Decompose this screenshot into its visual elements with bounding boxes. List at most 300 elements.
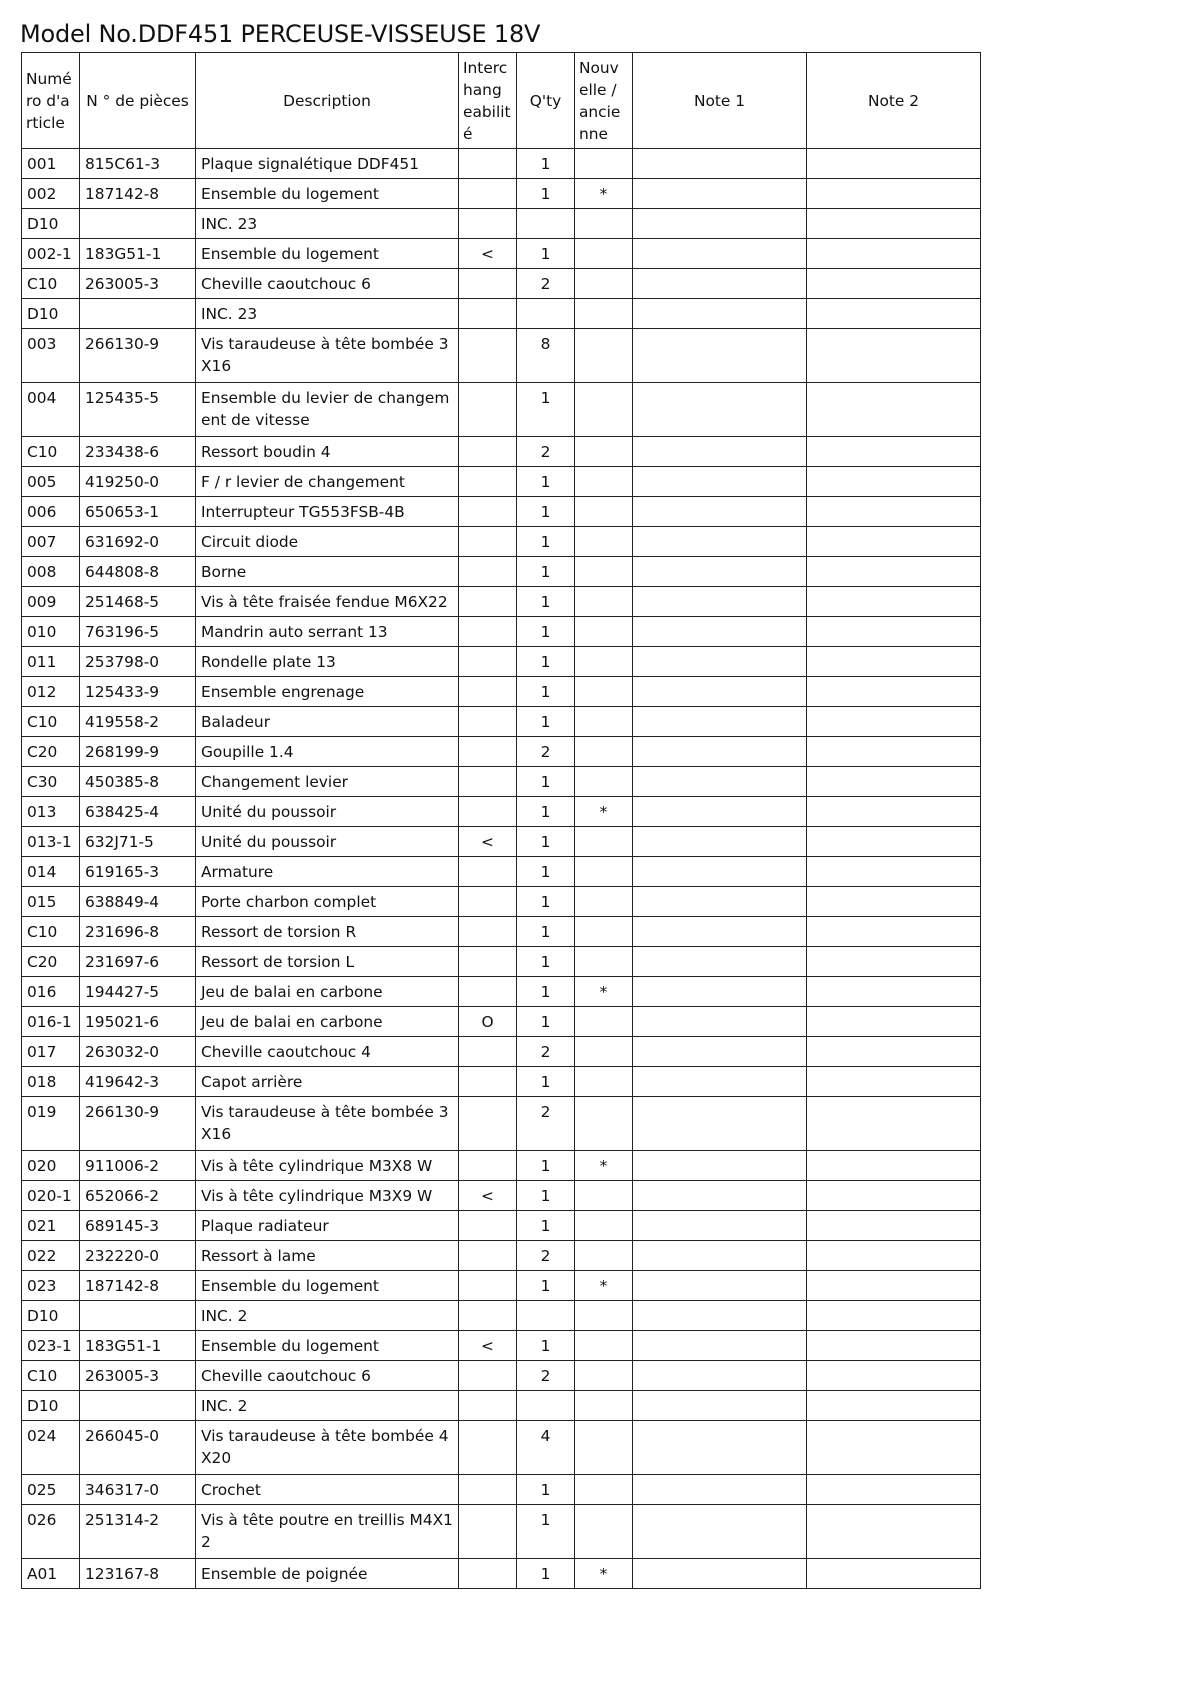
- item-number-cell: 021: [22, 1211, 80, 1241]
- table-row: [22, 797, 981, 827]
- note-2-cell: [807, 1037, 981, 1067]
- quantity-cell: 1: [517, 1007, 575, 1037]
- quantity-cell: 1: [517, 587, 575, 617]
- interchangeability-cell: [459, 467, 517, 497]
- note-1-cell: [633, 329, 807, 383]
- quantity-cell: [517, 1391, 575, 1421]
- description-cell: Ensemble engrenage: [196, 677, 459, 707]
- table-row: [22, 1301, 981, 1331]
- note-2-cell: [807, 497, 981, 527]
- quantity-cell: 1: [517, 467, 575, 497]
- table-row: [22, 383, 981, 437]
- description-cell: Ensemble du levier de changement de vitesse: [196, 383, 459, 437]
- interchangeability-cell: [459, 857, 517, 887]
- new-old-cell: *: [575, 977, 633, 1007]
- description-cell: Ressort à lame: [196, 1241, 459, 1271]
- note-1-cell: [633, 1301, 807, 1331]
- description-cell: Unité du poussoir: [196, 797, 459, 827]
- table-row: [22, 1271, 981, 1301]
- table-row: [22, 1559, 981, 1589]
- table-row: [22, 947, 981, 977]
- part-number-cell: 231696-8: [80, 917, 196, 947]
- note-2-cell: [807, 707, 981, 737]
- note-1-cell: [633, 857, 807, 887]
- item-number-cell: 016: [22, 977, 80, 1007]
- description-cell: Crochet: [196, 1475, 459, 1505]
- header-note-2: Note 2: [807, 53, 981, 149]
- new-old-cell: [575, 557, 633, 587]
- quantity-cell: 1: [517, 677, 575, 707]
- description-cell: Ensemble du logement: [196, 1331, 459, 1361]
- new-old-cell: [575, 497, 633, 527]
- part-number-cell: 450385-8: [80, 767, 196, 797]
- interchangeability-cell: [459, 179, 517, 209]
- table-row: [22, 857, 981, 887]
- table-row: [22, 767, 981, 797]
- new-old-cell: [575, 1301, 633, 1331]
- note-2-cell: [807, 329, 981, 383]
- new-old-cell: [575, 383, 633, 437]
- interchangeability-cell: <: [459, 1331, 517, 1361]
- new-old-cell: [575, 617, 633, 647]
- part-number-cell: 650653-1: [80, 497, 196, 527]
- table-row: [22, 587, 981, 617]
- part-number-cell: 253798-0: [80, 647, 196, 677]
- quantity-cell: 1: [517, 947, 575, 977]
- interchangeability-cell: [459, 797, 517, 827]
- quantity-cell: 2: [517, 1241, 575, 1271]
- description-cell: Mandrin auto serrant 13: [196, 617, 459, 647]
- item-number-cell: 018: [22, 1067, 80, 1097]
- note-2-cell: [807, 149, 981, 179]
- table-row: [22, 1421, 981, 1475]
- part-number-cell: [80, 1391, 196, 1421]
- quantity-cell: 1: [517, 1181, 575, 1211]
- note-2-cell: [807, 1361, 981, 1391]
- description-cell: Baladeur: [196, 707, 459, 737]
- table-row: [22, 557, 981, 587]
- quantity-cell: 1: [517, 1211, 575, 1241]
- note-2-cell: [807, 239, 981, 269]
- note-1-cell: [633, 947, 807, 977]
- new-old-cell: [575, 767, 633, 797]
- part-number-cell: 125435-5: [80, 383, 196, 437]
- item-number-cell: C20: [22, 947, 80, 977]
- part-number-cell: 911006-2: [80, 1151, 196, 1181]
- part-number-cell: 251314-2: [80, 1505, 196, 1559]
- quantity-cell: 1: [517, 1331, 575, 1361]
- item-number-cell: 020-1: [22, 1181, 80, 1211]
- table-row: [22, 1151, 981, 1181]
- part-number-cell: 689145-3: [80, 1211, 196, 1241]
- item-number-cell: 004: [22, 383, 80, 437]
- part-number-cell: 187142-8: [80, 179, 196, 209]
- note-2-cell: [807, 467, 981, 497]
- quantity-cell: 4: [517, 1421, 575, 1475]
- description-cell: Ensemble du logement: [196, 1271, 459, 1301]
- header-part-number: N ° de pièces: [80, 53, 196, 149]
- quantity-cell: 1: [517, 1559, 575, 1589]
- table-row: [22, 1331, 981, 1361]
- parts-table-body: [22, 149, 981, 1589]
- item-number-cell: D10: [22, 209, 80, 239]
- description-cell: Rondelle plate 13: [196, 647, 459, 677]
- interchangeability-cell: [459, 437, 517, 467]
- item-number-cell: 014: [22, 857, 80, 887]
- description-cell: Unité du poussoir: [196, 827, 459, 857]
- note-1-cell: [633, 737, 807, 767]
- quantity-cell: 2: [517, 437, 575, 467]
- new-old-cell: *: [575, 797, 633, 827]
- interchangeability-cell: [459, 1361, 517, 1391]
- note-2-cell: [807, 617, 981, 647]
- note-1-cell: [633, 467, 807, 497]
- note-1-cell: [633, 797, 807, 827]
- new-old-cell: [575, 1331, 633, 1361]
- note-1-cell: [633, 1331, 807, 1361]
- part-number-cell: 266130-9: [80, 1097, 196, 1151]
- table-row: [22, 497, 981, 527]
- description-cell: Ressort boudin 4: [196, 437, 459, 467]
- description-cell: F / r levier de changement: [196, 467, 459, 497]
- note-2-cell: [807, 947, 981, 977]
- quantity-cell: 1: [517, 767, 575, 797]
- note-1-cell: [633, 1181, 807, 1211]
- item-number-cell: 022: [22, 1241, 80, 1271]
- table-row: [22, 329, 981, 383]
- description-cell: Vis taraudeuse à tête bombée 3X16: [196, 1097, 459, 1151]
- table-row: [22, 179, 981, 209]
- part-number-cell: 183G51-1: [80, 239, 196, 269]
- header-description: Description: [196, 53, 459, 149]
- header-note-1: Note 1: [633, 53, 807, 149]
- quantity-cell: 1: [517, 239, 575, 269]
- note-1-cell: [633, 1391, 807, 1421]
- part-number-cell: 123167-8: [80, 1559, 196, 1589]
- interchangeability-cell: [459, 1151, 517, 1181]
- item-number-cell: C30: [22, 767, 80, 797]
- description-cell: INC. 2: [196, 1301, 459, 1331]
- note-1-cell: [633, 1505, 807, 1559]
- item-number-cell: C10: [22, 269, 80, 299]
- part-number-cell: 652066-2: [80, 1181, 196, 1211]
- note-1-cell: [633, 1067, 807, 1097]
- table-row: [22, 707, 981, 737]
- note-2-cell: [807, 1475, 981, 1505]
- note-1-cell: [633, 179, 807, 209]
- part-number-cell: 263005-3: [80, 269, 196, 299]
- table-row: [22, 1067, 981, 1097]
- item-number-cell: 026: [22, 1505, 80, 1559]
- interchangeability-cell: [459, 527, 517, 557]
- part-number-cell: 266045-0: [80, 1421, 196, 1475]
- note-1-cell: [633, 1007, 807, 1037]
- interchangeability-cell: [459, 617, 517, 647]
- note-2-cell: [807, 1331, 981, 1361]
- part-number-cell: 268199-9: [80, 737, 196, 767]
- table-row: [22, 467, 981, 497]
- quantity-cell: 1: [517, 497, 575, 527]
- table-row: [22, 1391, 981, 1421]
- table-row: [22, 1211, 981, 1241]
- part-number-cell: 632J71-5: [80, 827, 196, 857]
- note-1-cell: [633, 617, 807, 647]
- note-1-cell: [633, 1241, 807, 1271]
- note-2-cell: [807, 827, 981, 857]
- note-1-cell: [633, 977, 807, 1007]
- description-cell: Cheville caoutchouc 6: [196, 269, 459, 299]
- interchangeability-cell: [459, 887, 517, 917]
- quantity-cell: 1: [517, 887, 575, 917]
- note-1-cell: [633, 1475, 807, 1505]
- part-number-cell: 233438-6: [80, 437, 196, 467]
- quantity-cell: 1: [517, 1505, 575, 1559]
- interchangeability-cell: [459, 1559, 517, 1589]
- table-row: [22, 527, 981, 557]
- interchangeability-cell: [459, 737, 517, 767]
- quantity-cell: 2: [517, 269, 575, 299]
- description-cell: Ressort de torsion R: [196, 917, 459, 947]
- note-1-cell: [633, 383, 807, 437]
- quantity-cell: 2: [517, 1361, 575, 1391]
- new-old-cell: *: [575, 1271, 633, 1301]
- description-cell: Plaque radiateur: [196, 1211, 459, 1241]
- description-cell: Ensemble du logement: [196, 179, 459, 209]
- new-old-cell: [575, 1067, 633, 1097]
- note-2-cell: [807, 737, 981, 767]
- note-1-cell: [633, 299, 807, 329]
- interchangeability-cell: [459, 767, 517, 797]
- new-old-cell: [575, 299, 633, 329]
- item-number-cell: 016-1: [22, 1007, 80, 1037]
- interchangeability-cell: [459, 299, 517, 329]
- note-1-cell: [633, 677, 807, 707]
- item-number-cell: 011: [22, 647, 80, 677]
- description-cell: Vis taraudeuse à tête bombée 4X20: [196, 1421, 459, 1475]
- quantity-cell: [517, 299, 575, 329]
- note-1-cell: [633, 707, 807, 737]
- note-1-cell: [633, 1361, 807, 1391]
- note-2-cell: [807, 1505, 981, 1559]
- item-number-cell: 005: [22, 467, 80, 497]
- new-old-cell: [575, 1361, 633, 1391]
- quantity-cell: [517, 1301, 575, 1331]
- quantity-cell: 1: [517, 383, 575, 437]
- new-old-cell: [575, 1181, 633, 1211]
- part-number-cell: 232220-0: [80, 1241, 196, 1271]
- header-interchangeability: Interc hang eabilit é: [459, 53, 517, 149]
- item-number-cell: 010: [22, 617, 80, 647]
- part-number-cell: 644808-8: [80, 557, 196, 587]
- note-1-cell: [633, 209, 807, 239]
- note-1-cell: [633, 149, 807, 179]
- table-row: [22, 677, 981, 707]
- note-1-cell: [633, 497, 807, 527]
- quantity-cell: 1: [517, 1151, 575, 1181]
- note-1-cell: [633, 1271, 807, 1301]
- new-old-cell: [575, 209, 633, 239]
- interchangeability-cell: [459, 329, 517, 383]
- note-2-cell: [807, 857, 981, 887]
- interchangeability-cell: [459, 1097, 517, 1151]
- note-2-cell: [807, 917, 981, 947]
- note-1-cell: [633, 1559, 807, 1589]
- table-row: [22, 617, 981, 647]
- interchangeability-cell: [459, 497, 517, 527]
- new-old-cell: [575, 1097, 633, 1151]
- item-number-cell: 002: [22, 179, 80, 209]
- description-cell: Changement levier: [196, 767, 459, 797]
- new-old-cell: [575, 1037, 633, 1067]
- quantity-cell: 2: [517, 737, 575, 767]
- interchangeability-cell: [459, 1421, 517, 1475]
- quantity-cell: 1: [517, 1067, 575, 1097]
- note-2-cell: [807, 587, 981, 617]
- note-1-cell: [633, 269, 807, 299]
- description-cell: Cheville caoutchouc 4: [196, 1037, 459, 1067]
- item-number-cell: 012: [22, 677, 80, 707]
- description-cell: Capot arrière: [196, 1067, 459, 1097]
- note-1-cell: [633, 437, 807, 467]
- item-number-cell: D10: [22, 1391, 80, 1421]
- interchangeability-cell: [459, 149, 517, 179]
- new-old-cell: [575, 857, 633, 887]
- quantity-cell: [517, 209, 575, 239]
- description-cell: Ressort de torsion L: [196, 947, 459, 977]
- quantity-cell: 1: [517, 557, 575, 587]
- new-old-cell: [575, 149, 633, 179]
- description-cell: Interrupteur TG553FSB-4B: [196, 497, 459, 527]
- new-old-cell: *: [575, 1559, 633, 1589]
- new-old-cell: [575, 527, 633, 557]
- note-2-cell: [807, 527, 981, 557]
- item-number-cell: 008: [22, 557, 80, 587]
- table-row: [22, 269, 981, 299]
- new-old-cell: [575, 1007, 633, 1037]
- note-2-cell: [807, 557, 981, 587]
- new-old-cell: [575, 1241, 633, 1271]
- part-number-cell: 346317-0: [80, 1475, 196, 1505]
- table-row: [22, 1505, 981, 1559]
- new-old-cell: [575, 329, 633, 383]
- item-number-cell: 015: [22, 887, 80, 917]
- new-old-cell: [575, 1391, 633, 1421]
- description-cell: INC. 2: [196, 1391, 459, 1421]
- description-cell: Vis taraudeuse à tête bombée 3X16: [196, 329, 459, 383]
- table-row: [22, 1097, 981, 1151]
- table-row: [22, 647, 981, 677]
- quantity-cell: 2: [517, 1097, 575, 1151]
- interchangeability-cell: [459, 1241, 517, 1271]
- item-number-cell: A01: [22, 1559, 80, 1589]
- table-row: [22, 299, 981, 329]
- page-title: Model No.DDF451 PERCEUSE-VISSEUSE 18V: [20, 20, 541, 48]
- item-number-cell: C10: [22, 1361, 80, 1391]
- item-number-cell: C10: [22, 917, 80, 947]
- quantity-cell: 1: [517, 617, 575, 647]
- new-old-cell: [575, 1505, 633, 1559]
- note-2-cell: [807, 887, 981, 917]
- item-number-cell: C10: [22, 707, 80, 737]
- quantity-cell: 1: [517, 1271, 575, 1301]
- new-old-cell: [575, 827, 633, 857]
- description-cell: Ensemble de poignée: [196, 1559, 459, 1589]
- note-2-cell: [807, 1151, 981, 1181]
- part-number-cell: 419642-3: [80, 1067, 196, 1097]
- interchangeability-cell: <: [459, 239, 517, 269]
- table-row: [22, 149, 981, 179]
- part-number-cell: 187142-8: [80, 1271, 196, 1301]
- quantity-cell: 1: [517, 917, 575, 947]
- item-number-cell: 019: [22, 1097, 80, 1151]
- note-2-cell: [807, 437, 981, 467]
- table-row: [22, 827, 981, 857]
- item-number-cell: 007: [22, 527, 80, 557]
- parts-table: [21, 52, 981, 1589]
- description-cell: Ensemble du logement: [196, 239, 459, 269]
- note-1-cell: [633, 1421, 807, 1475]
- interchangeability-cell: [459, 1037, 517, 1067]
- item-number-cell: 003: [22, 329, 80, 383]
- quantity-cell: 1: [517, 149, 575, 179]
- table-row: [22, 917, 981, 947]
- interchangeability-cell: [459, 1391, 517, 1421]
- table-row: [22, 1181, 981, 1211]
- item-number-cell: D10: [22, 1301, 80, 1331]
- item-number-cell: 017: [22, 1037, 80, 1067]
- description-cell: INC. 23: [196, 209, 459, 239]
- item-number-cell: 024: [22, 1421, 80, 1475]
- item-number-cell: 013: [22, 797, 80, 827]
- description-cell: INC. 23: [196, 299, 459, 329]
- note-1-cell: [633, 1211, 807, 1241]
- description-cell: Cheville caoutchouc 6: [196, 1361, 459, 1391]
- table-row: [22, 977, 981, 1007]
- interchangeability-cell: [459, 383, 517, 437]
- header-quantity: Q'ty: [517, 53, 575, 149]
- description-cell: Vis à tête cylindrique M3X8 W: [196, 1151, 459, 1181]
- item-number-cell: C10: [22, 437, 80, 467]
- note-1-cell: [633, 887, 807, 917]
- note-1-cell: [633, 557, 807, 587]
- description-cell: Plaque signalétique DDF451: [196, 149, 459, 179]
- quantity-cell: 1: [517, 797, 575, 827]
- description-cell: Porte charbon complet: [196, 887, 459, 917]
- description-cell: Vis à tête fraisée fendue M6X22: [196, 587, 459, 617]
- new-old-cell: [575, 887, 633, 917]
- interchangeability-cell: O: [459, 1007, 517, 1037]
- note-2-cell: [807, 1067, 981, 1097]
- description-cell: Armature: [196, 857, 459, 887]
- part-number-cell: 631692-0: [80, 527, 196, 557]
- new-old-cell: [575, 707, 633, 737]
- item-number-cell: 009: [22, 587, 80, 617]
- note-2-cell: [807, 1271, 981, 1301]
- note-1-cell: [633, 527, 807, 557]
- note-1-cell: [633, 1037, 807, 1067]
- quantity-cell: 1: [517, 707, 575, 737]
- interchangeability-cell: [459, 1067, 517, 1097]
- description-cell: Circuit diode: [196, 527, 459, 557]
- table-row: [22, 209, 981, 239]
- description-cell: Jeu de balai en carbone: [196, 1007, 459, 1037]
- note-2-cell: [807, 179, 981, 209]
- table-row: [22, 1241, 981, 1271]
- interchangeability-cell: [459, 647, 517, 677]
- note-1-cell: [633, 827, 807, 857]
- item-number-cell: C20: [22, 737, 80, 767]
- interchangeability-cell: [459, 1505, 517, 1559]
